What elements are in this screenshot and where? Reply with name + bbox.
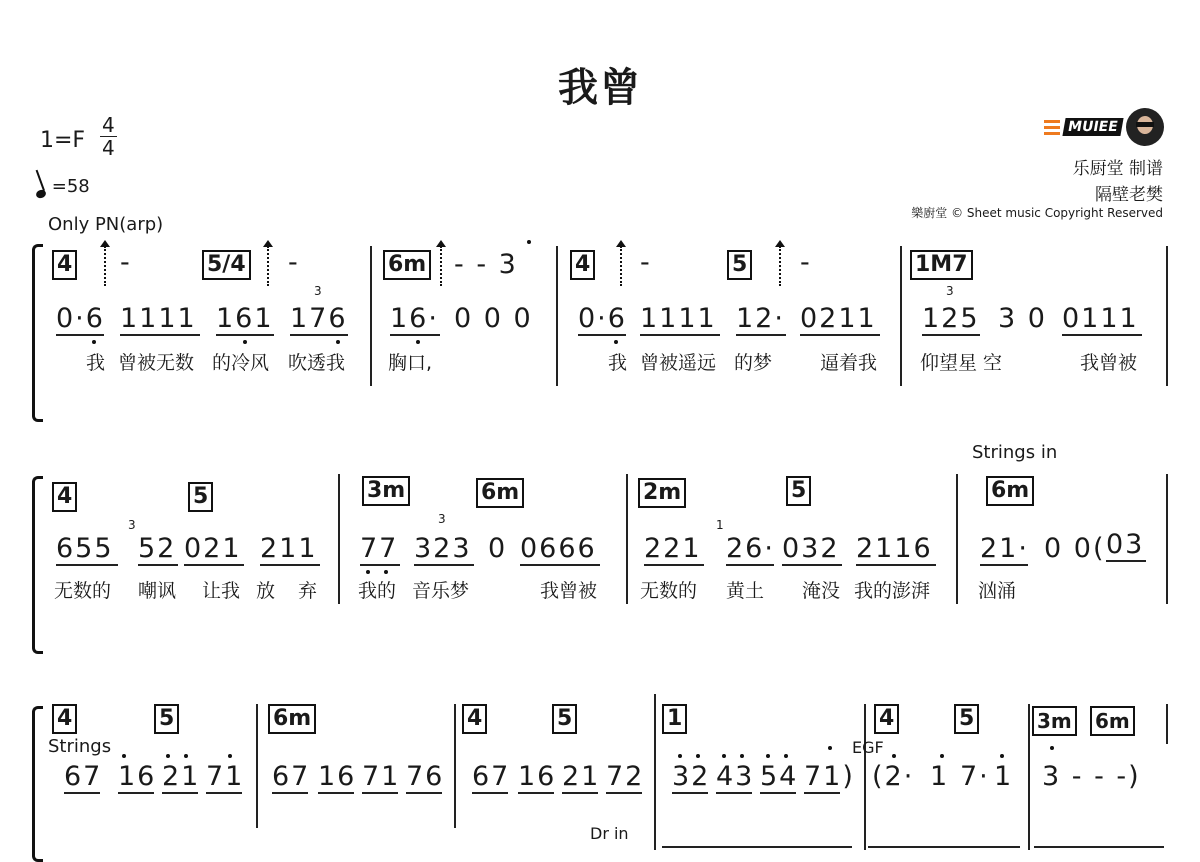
octave-dot <box>614 340 618 344</box>
note-group: 03 <box>1106 529 1145 560</box>
beam <box>640 334 720 336</box>
barline <box>956 474 958 604</box>
octave-dot <box>184 754 188 758</box>
lyric: 嘲讽 <box>138 580 177 602</box>
chord-symbol: 6m <box>1090 706 1135 736</box>
beam <box>804 792 840 794</box>
sustain-dash: - <box>120 247 132 278</box>
lyric: 汹涌 <box>978 580 1017 602</box>
note-group: 67 <box>64 761 103 792</box>
beam <box>782 564 842 566</box>
note-group: 72 <box>606 761 645 792</box>
barline <box>864 704 866 850</box>
beam <box>206 792 242 794</box>
beam <box>260 564 320 566</box>
note-group: 221 <box>644 533 702 564</box>
beam <box>56 334 104 336</box>
instrument-note: Strings in <box>972 442 1058 463</box>
grace-note: 3 <box>128 518 136 532</box>
lyric: 音乐梦 <box>412 580 470 602</box>
chord-symbol: 5 <box>188 482 213 512</box>
quarter-note-icon <box>35 189 47 200</box>
octave-dot <box>1000 754 1004 758</box>
grace-note: 1 <box>716 518 724 532</box>
note-group: 21 <box>162 761 201 792</box>
note-group: 67 <box>472 761 511 792</box>
lyric: 我曾被 <box>1080 352 1138 374</box>
note-group: 0·6 <box>56 303 105 334</box>
publisher-logo <box>1044 108 1164 146</box>
octave-dot <box>366 570 370 574</box>
sustain-dash: - <box>288 247 300 278</box>
chord-symbol: 3m <box>1032 706 1077 736</box>
barline <box>256 704 258 828</box>
note-group: 43 <box>716 761 755 792</box>
note-group: 16· <box>390 303 439 334</box>
note-group: 76 <box>406 761 445 792</box>
song-title: 我曾 <box>558 65 642 111</box>
copyright-notice: 樂廚堂 © Sheet music Copyright Reserved <box>911 206 1163 220</box>
note-group: 71 <box>206 761 245 792</box>
beam <box>162 792 198 794</box>
beam <box>390 334 440 336</box>
chord-symbol: 5 <box>552 704 577 734</box>
note-group: 1 <box>930 761 950 792</box>
note-group: 0·6 <box>578 303 627 334</box>
note-group: 67 <box>272 761 311 792</box>
octave-dot <box>166 754 170 758</box>
note-group: 0111 <box>1062 303 1139 334</box>
chord-symbol: 4 <box>874 704 899 734</box>
drum-staff-line <box>1034 826 1164 848</box>
barline <box>556 246 558 386</box>
lyric: 仰望星 空 <box>920 352 1003 374</box>
note-group: 1111 <box>120 303 197 334</box>
lyric: 胸口, <box>388 352 433 374</box>
note-group: 21· <box>980 533 1029 564</box>
lyric: 我曾被 <box>540 580 598 602</box>
barline <box>654 694 656 850</box>
arpeggio-icon <box>104 246 110 286</box>
arpeggio-icon <box>620 246 626 286</box>
tempo-marking <box>36 176 90 197</box>
note-group: 16 <box>118 761 157 792</box>
lyric: 的梦 <box>734 352 773 374</box>
beam <box>472 792 508 794</box>
barline <box>454 704 456 828</box>
beam <box>362 792 398 794</box>
avatar <box>1126 108 1164 146</box>
beam <box>216 334 274 336</box>
octave-dot <box>828 746 832 750</box>
time-signature-numerator: 4 <box>102 113 115 137</box>
sustain-dash: - <box>640 247 652 278</box>
note-group: 211 <box>260 533 318 564</box>
note-group: 54 <box>760 761 799 792</box>
note-group: 0 0 0 <box>454 303 533 334</box>
octave-dot <box>122 754 126 758</box>
lyric: 的冷风 <box>212 352 270 374</box>
beam <box>318 792 354 794</box>
note-group: 1 <box>994 761 1014 792</box>
note-group: 3 - - -) <box>1042 761 1141 792</box>
note-group: 52 <box>138 533 177 564</box>
beam <box>562 792 598 794</box>
instrument-note: Strings <box>48 736 112 757</box>
beam <box>922 334 980 336</box>
beam <box>118 792 154 794</box>
lyric: 黄土 <box>726 580 765 602</box>
triplet-mark: 3 <box>946 284 954 298</box>
octave-dot <box>527 240 531 244</box>
note-group: 26· <box>726 533 775 564</box>
chord-symbol: 5 <box>727 250 752 280</box>
barline <box>338 474 340 604</box>
barline <box>1028 704 1030 850</box>
octave-dot <box>416 340 420 344</box>
note-group: 0211 <box>800 303 877 334</box>
time-signature-denominator: 4 <box>102 136 115 160</box>
note-group: 21 <box>562 761 601 792</box>
lyric: 曾被遥远 <box>640 352 717 374</box>
lyric: 弃 <box>298 580 318 602</box>
chord-symbol: 5 <box>154 704 179 734</box>
instrument-note: Only PN(arp) <box>48 214 164 235</box>
note-group: 032 <box>782 533 840 564</box>
note-group: 323 <box>414 533 472 564</box>
lyric: 放 <box>256 580 276 602</box>
octave-dot <box>766 754 770 758</box>
octave-dot <box>940 754 944 758</box>
key-signature: 1=F <box>40 128 86 153</box>
lyric: 淹没 <box>802 580 841 602</box>
note-group: 71 <box>362 761 401 792</box>
beam <box>644 564 704 566</box>
beam <box>272 792 308 794</box>
triplet-mark: 3 <box>438 512 446 526</box>
barline <box>1166 246 1168 386</box>
menu-lines-icon <box>1044 120 1060 135</box>
chord-symbol: 6m <box>383 250 431 280</box>
chord-symbol: 5/4 <box>202 250 251 280</box>
time-signature <box>100 114 117 159</box>
barline <box>626 474 628 604</box>
tempo-value: =58 <box>51 176 90 197</box>
chord-symbol: 6m <box>986 476 1034 506</box>
triplet-mark: 3 <box>314 284 322 298</box>
artist-credit: 隔壁老樊 <box>1095 185 1163 205</box>
lyric: 我的澎湃 <box>854 580 931 602</box>
barline <box>900 246 902 386</box>
chord-symbol: 6m <box>476 478 524 508</box>
system-brace <box>32 476 43 654</box>
note-group: 7· <box>960 761 990 792</box>
system-brace <box>32 244 43 422</box>
beam <box>120 334 200 336</box>
sustain-dash: - - 3 <box>454 249 518 280</box>
beam <box>606 792 642 794</box>
arpeggio-icon <box>440 246 446 286</box>
note-group: 655 <box>56 533 114 564</box>
beam <box>360 564 400 566</box>
octave-dot <box>384 570 388 574</box>
chord-symbol: 4 <box>570 250 595 280</box>
octave-dot <box>1050 746 1054 750</box>
beam <box>520 564 600 566</box>
lyric: 我的 <box>358 580 397 602</box>
beam <box>736 334 786 336</box>
octave-dot <box>696 754 700 758</box>
barline <box>1166 704 1168 744</box>
beam <box>518 792 554 794</box>
octave-dot <box>92 340 96 344</box>
chord-symbol: 2m <box>638 478 686 508</box>
chord-symbol: 5 <box>786 476 811 506</box>
beam <box>800 334 880 336</box>
note-group: 0666 <box>520 533 597 564</box>
beam <box>578 334 626 336</box>
octave-dot <box>740 754 744 758</box>
note-group: 0 0( <box>1044 533 1106 564</box>
barline <box>1166 474 1168 604</box>
lyric: 无数的 <box>640 580 698 602</box>
arpeggio-icon <box>267 246 273 286</box>
beam <box>406 792 442 794</box>
barline <box>370 246 372 386</box>
chord-symbol: 4 <box>52 704 77 734</box>
lyric: 让我 <box>202 580 241 602</box>
beam <box>726 564 774 566</box>
chord-symbol: 6m <box>268 704 316 734</box>
chord-symbol: 4 <box>52 482 77 512</box>
sustain-dash: - <box>800 247 812 278</box>
logo-text: MUIEE <box>1062 118 1123 136</box>
chord-symbol: 3m <box>362 476 410 506</box>
arranger-credit: 乐厨堂 制谱 <box>1072 159 1163 179</box>
lyric: 我 <box>608 352 628 374</box>
lyric: 逼着我 <box>820 352 878 374</box>
beam <box>1106 560 1146 562</box>
beam <box>290 334 348 336</box>
beam <box>716 792 752 794</box>
beam <box>138 564 178 566</box>
instrument-note: Dr in <box>590 824 629 843</box>
lyric: 我 <box>86 352 106 374</box>
note-group: 161 <box>216 303 274 334</box>
note-group: 71) <box>804 761 855 792</box>
chord-symbol: 5 <box>954 704 979 734</box>
beam <box>980 564 1028 566</box>
arpeggio-icon <box>779 246 785 286</box>
octave-dot <box>678 754 682 758</box>
note-group: 32 <box>672 761 711 792</box>
beam <box>760 792 796 794</box>
note-group: 0 <box>488 533 508 564</box>
drum-staff-line <box>868 826 1020 848</box>
lyric: 无数的 <box>54 580 112 602</box>
note-group: 176 <box>290 303 348 334</box>
beam <box>184 564 244 566</box>
octave-dot <box>722 754 726 758</box>
note-group: 16 <box>318 761 357 792</box>
octave-dot <box>892 754 896 758</box>
note-group: 2116 <box>856 533 933 564</box>
note-group: 16 <box>518 761 557 792</box>
note-group: 3 0 <box>998 303 1047 334</box>
system-brace <box>32 706 43 862</box>
beam <box>64 792 100 794</box>
beam <box>1062 334 1142 336</box>
chord-symbol: 4 <box>462 704 487 734</box>
beam <box>856 564 936 566</box>
lyric: 吹透我 <box>288 352 346 374</box>
beam <box>56 564 118 566</box>
chord-symbol: 1M7 <box>910 250 973 280</box>
octave-dot <box>336 340 340 344</box>
note-group: 125 <box>922 303 980 334</box>
instrument-note: EGF <box>852 738 884 757</box>
chord-symbol: 1 <box>662 704 687 734</box>
note-group: (2· <box>872 761 915 792</box>
octave-dot <box>228 754 232 758</box>
note-group: 021 <box>184 533 242 564</box>
octave-dot <box>243 340 247 344</box>
lyric: 曾被无数 <box>118 352 195 374</box>
octave-dot <box>784 754 788 758</box>
note-group: 1111 <box>640 303 717 334</box>
beam <box>414 564 474 566</box>
note-group: 12· <box>736 303 785 334</box>
chord-symbol: 4 <box>52 250 77 280</box>
drum-staff-line <box>662 826 852 848</box>
note-group: 77 <box>360 533 399 564</box>
beam <box>672 792 708 794</box>
